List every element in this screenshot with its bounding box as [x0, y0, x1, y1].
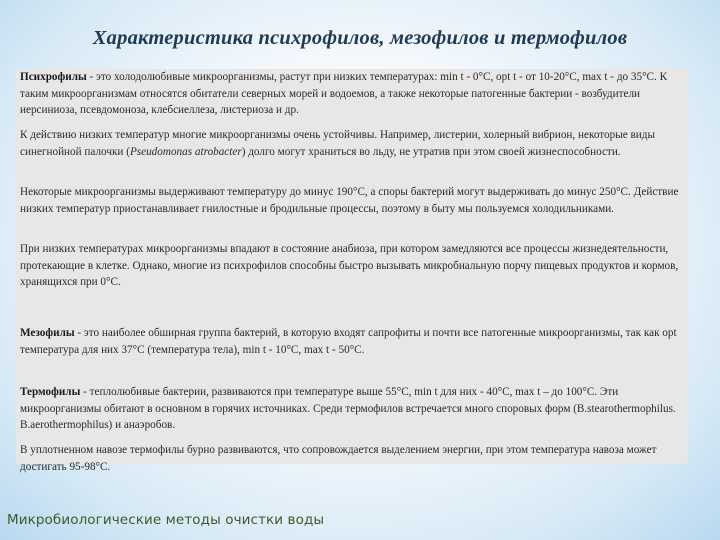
footer-caption: Микробиологические методы очистки воды: [7, 512, 325, 528]
paragraph-text: К действию низких температур многие микроорганизмы очень устойчивы. Например, листерии, холерный вибрион, некоторые виды синегнойной палочки (: [20, 129, 655, 158]
paragraph-text: В уплотненном навозе термофилы бурно развиваются, что сопровождается выделением энергии, при этом температура навоза может достигать 95-98°С.: [20, 444, 657, 473]
paragraph-text: Некоторые микроорганизмы выдерживают температуру до минус 190°С, а споры бактерий могут выдерживать до минус 250°С. Действие низких температур приостанавливает гнилостные и бродильные процессы, поэтому в быту мы пользуемся холодильниками.: [20, 186, 679, 215]
content-box: [16, 69, 688, 473]
paragraph-psychrophiles: [16, 69, 688, 119]
term-mesophiles: Мезофилы: [20, 327, 75, 339]
paragraph-text: - теплолюбивые бактерии, развиваются при температуре выше 55°С, min t для них - 40°С, max t – до 100°С. Эти микроорганизмы обитают в основном в горячих источниках. Среди термофилов встречается много споровых форм (B.stearothermophilus. B.aerothermophilus) и анаэробов.: [20, 386, 676, 432]
paragraph-text: ) долго могут храниться во льду, не утратив при этом своей жизнеспособности.: [241, 145, 621, 158]
paragraph-manure: [16, 442, 688, 475]
paragraph-thermophiles: [16, 384, 688, 434]
slide-title: Характеристика психрофилов, мезофилов и термофилов: [92, 27, 628, 49]
paragraph-extreme-cold: [16, 184, 688, 217]
species-name: Pseudomonas atrobacter: [129, 145, 242, 158]
paragraph-mesophiles: [16, 325, 688, 358]
paragraph-low-temp-resistance: [16, 127, 688, 160]
term-psychrophiles: Психрофилы: [20, 71, 87, 83]
paragraph-anabiosis: [16, 241, 688, 291]
term-thermophiles: Термофилы: [20, 386, 81, 398]
paragraph-text: - это наиболее обширная группа бактерий, в которую входят сапрофиты и почти все патогенные микроорганизмы, так как opt температура для них 37°С (температура тела), min t - 10°С, max t - 50°С.: [20, 327, 677, 356]
paragraph-text: При низких температурах микроорганизмы впадают в состояние анабиоза, при котором замедляются все процессы жизнедеятельности, протекающие в клетке. Однако, многие из психрофилов способны быстро вызывать микробиальную порчу пищевых продуктов и кормов, хранящихся при 0°С.: [20, 243, 679, 289]
paragraph-text: - это холодолюбивые микроорганизмы, растут при низких температурах: min t - 0°С, opt t - от 10-20°С, max t - до 35°С. К таким микроорганизмам относятся обитатели северных морей и водоемов, а также некоторые патогенные бактерии - возбудители иерсиниоза, псевдомоноза, клебсиеллеза, листериоза и др.: [20, 71, 668, 117]
